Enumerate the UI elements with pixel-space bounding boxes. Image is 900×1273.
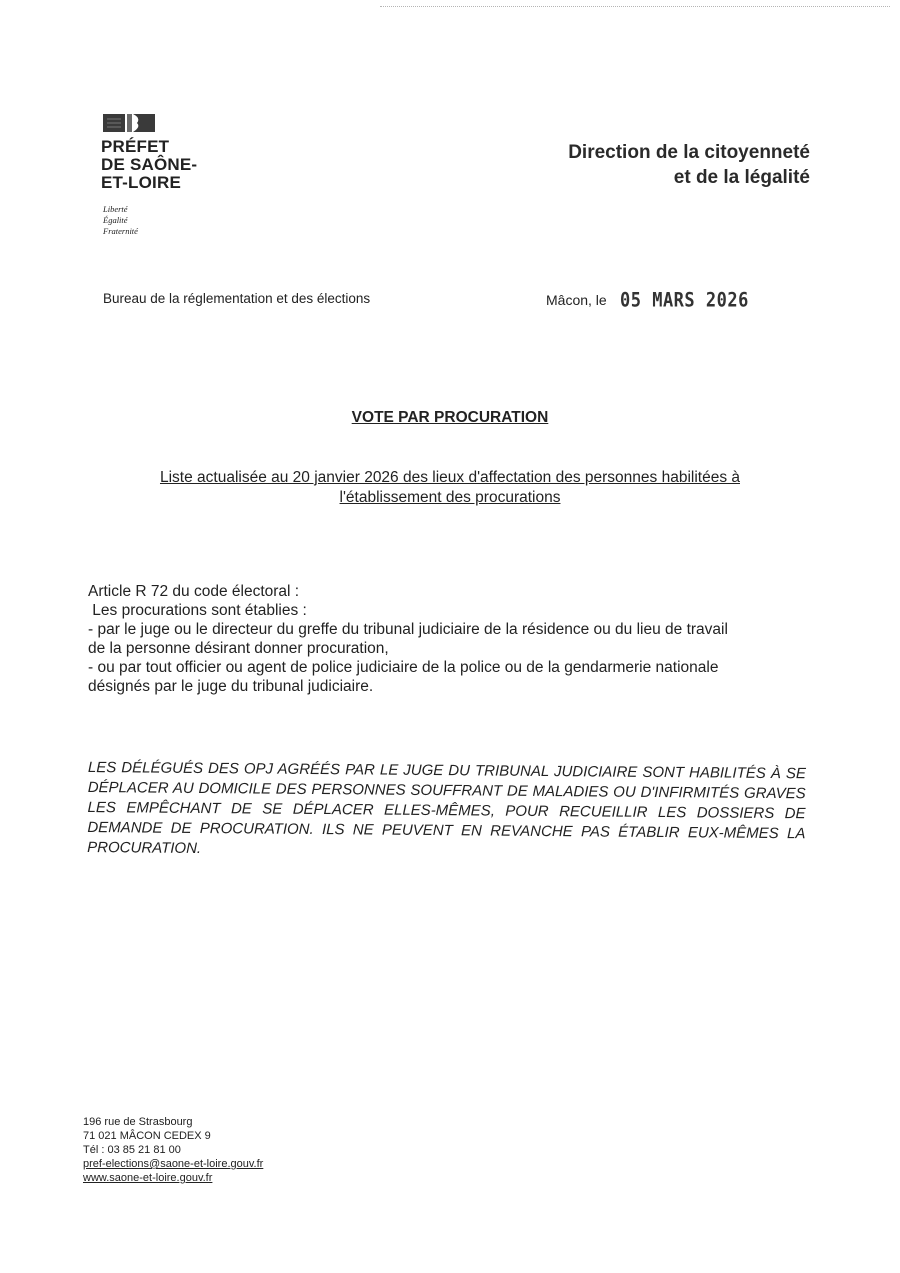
republic-motto bbox=[103, 204, 138, 237]
subtitle-line: l'établissement des procurations bbox=[339, 489, 561, 506]
footer-contact bbox=[83, 1115, 263, 1185]
article-line: désignés par le juge du tribunal judiciaire. bbox=[88, 678, 374, 695]
document-title: VOTE PAR PROCURATION bbox=[351, 409, 549, 426]
place-label: Mâcon, le bbox=[546, 292, 607, 308]
footer-city: 71 021 MÂCON CEDEX 9 bbox=[83, 1130, 211, 1142]
list-subtitle bbox=[110, 468, 790, 508]
subtitle-line: Liste actualisée au 20 janvier 2026 des lieux d'affectation des personnes habilitées à bbox=[159, 469, 740, 486]
footer-email-link[interactable]: pref-elections@saone-et-loire.gouv.fr bbox=[83, 1158, 264, 1170]
footer-phone: Tél : 03 85 21 81 00 bbox=[83, 1144, 181, 1156]
date-stamp: 05 MARS 2026 bbox=[620, 289, 749, 312]
article-line: de la personne désirant donner procuration, bbox=[88, 640, 389, 657]
motto-line: Fraternité bbox=[103, 226, 138, 236]
footer-address: 196 rue de Strasbourg bbox=[83, 1116, 193, 1128]
prefet-line: DE SAÔNE- bbox=[101, 155, 198, 174]
marianne-logo-icon bbox=[103, 113, 155, 133]
prefet-line: ET-LOIRE bbox=[101, 173, 181, 192]
article-r72 bbox=[88, 582, 818, 696]
article-line: Article R 72 du code électoral : bbox=[88, 583, 300, 600]
direction-line: Direction de la citoyenneté bbox=[568, 142, 810, 163]
bureau-label: Bureau de la réglementation et des élections bbox=[103, 291, 371, 306]
direction-heading bbox=[568, 140, 810, 190]
prefet-line: PRÉFET bbox=[101, 137, 170, 156]
direction-line: et de la légalité bbox=[673, 167, 810, 188]
motto-line: Liberté bbox=[103, 204, 128, 214]
article-line: - par le juge ou le directeur du greffe du tribunal judiciaire de la résidence ou du lieu de travail bbox=[88, 621, 728, 638]
footer-website-link[interactable]: www.saone-et-loire.gouv.fr bbox=[83, 1172, 213, 1184]
prefecture-name bbox=[101, 138, 197, 192]
motto-line: Égalité bbox=[103, 215, 128, 225]
article-line: - ou par tout officier ou agent de police judiciaire de la police ou de la gendarmerie nationale bbox=[88, 659, 719, 676]
article-line: Les procurations sont établies : bbox=[88, 602, 307, 619]
delegates-notice: LES DÉLÉGUÉS DES OPJ AGRÉÉS PAR LE JUGE DU TRIBUNAL JUDICIAIRE SONT HABILITÉS À SE DÉPLACER AU DOMICILE DES PERSONNES SOUFFRANT DE MALADIES OU D'INFIRMITÉS GRAVES LES EMPÊCHANT DE SE DÉPLACER ELLES-MÊMES, POUR RECUEILLIR LES DOSSIERS DE DEMANDE DE PROCURATION. ILS NE PEUVENT EN REVANCHE PAS ÉTABLIR EUX-MÊMES LA PROCURATION. bbox=[87, 758, 806, 857]
scan-artifact-line bbox=[380, 6, 890, 11]
